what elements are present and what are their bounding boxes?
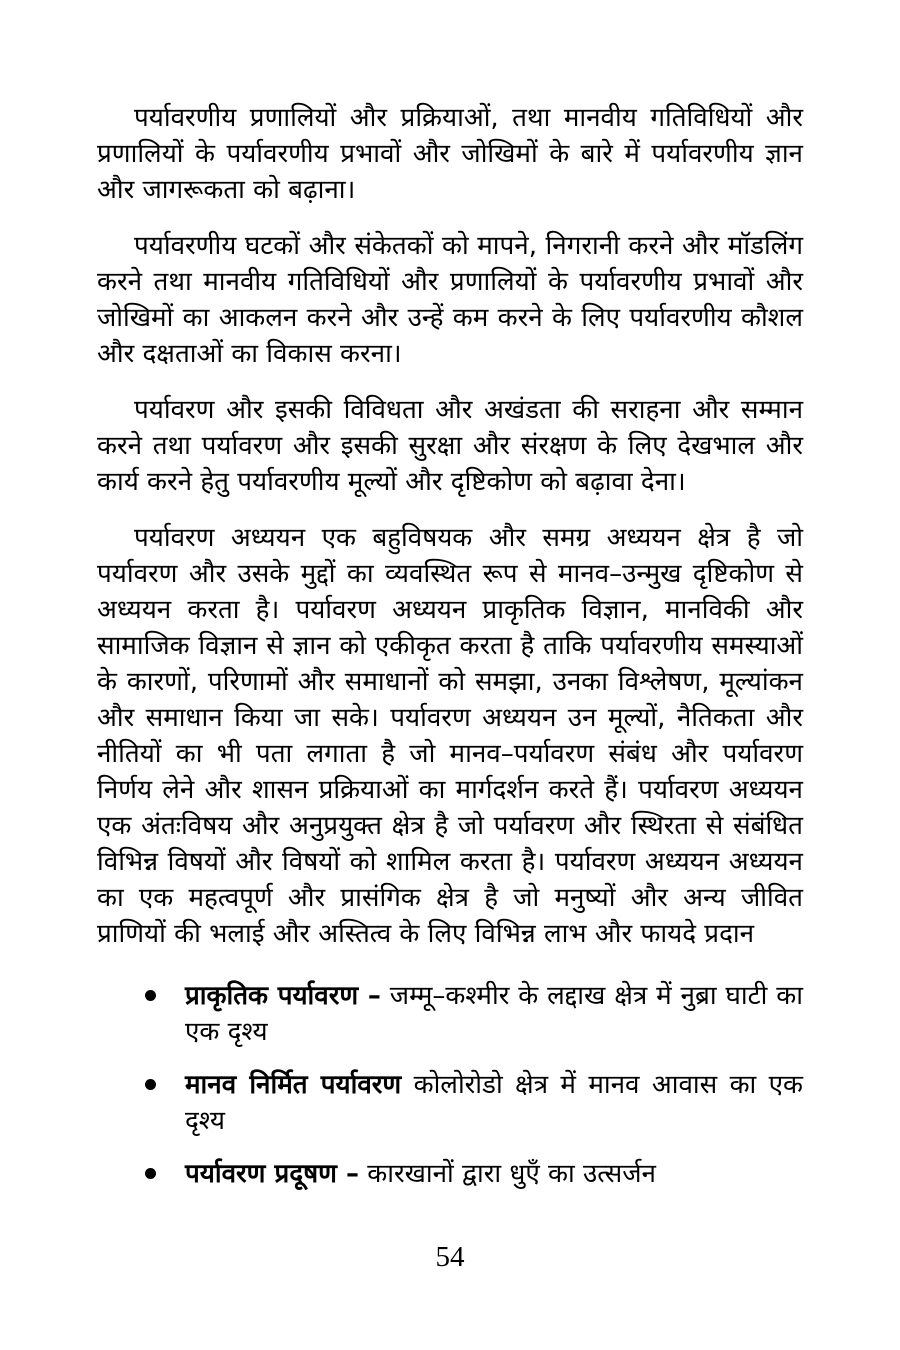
bullet-description: जम्मू–कश्मीर के लद्दाख क्षेत्र में नुब्रा घाटी का एक दृश्य bbox=[185, 981, 804, 1047]
bullet-list bbox=[97, 978, 803, 1192]
bullet-description: कारखानों द्वारा धुएँ का उत्सर्जन bbox=[367, 1159, 656, 1189]
list-item-environment-pollution bbox=[97, 1156, 803, 1192]
page-number: 54 bbox=[435, 1241, 465, 1273]
paragraph-2: पर्यावरणीय घटकों और संकेतकों को मापने, निगरानी करने और मॉडलिंग करने तथा मानवीय गतिविधियों और प्रणालियों के पर्यावरणीय प्रभावों और जोखिमों का आकलन करने और उन्हें कम करने के लिए पर्यावरणीय कौशल और दक्षताओं का विकास करना। bbox=[97, 231, 803, 369]
paragraph-1: पर्यावरणीय प्रणालियों और प्रक्रियाओं, तथा मानवीय गतिविधियों और प्रणालियों के पर्यावरणीय प्रभावों और जोखिमों के बारे में पर्यावरणीय ज्ञान और जागरूकता को बढ़ाना। bbox=[97, 103, 803, 205]
bullet-term: पर्यावरण प्रदूषण – bbox=[185, 1159, 359, 1189]
bullet-term: प्राकृतिक पर्यावरण – bbox=[185, 981, 381, 1011]
text-column bbox=[97, 100, 803, 1209]
bullet-icon bbox=[145, 1079, 156, 1090]
list-item-natural-environment bbox=[97, 978, 803, 1050]
bullet-icon bbox=[145, 1168, 156, 1179]
bullet-icon bbox=[145, 990, 156, 1001]
paragraph-4: पर्यावरण अध्ययन एक बहुविषयक और समग्र अध्ययन क्षेत्र है जो पर्यावरण और उसके मुद्दों का व्यवस्थित रूप से मानव–उन्मुख दृष्टिकोण से अध्ययन करता है। पर्यावरण अध्ययन प्राकृतिक विज्ञान, मानविकी और सामाजिक विज्ञान से ज्ञान को एकीकृत करता है ताकि पर्यावरणीय समस्याओं के कारणों, परिणामों और समाधानों को समझा, उनका विश्लेषण, मूल्यांकन और समाधान किया जा सके। पर्यावरण अध्ययन उन मूल्यों, नैतिकता और नीतियों का भी पता लगाता है जो मानव–पर्यावरण संबंध और पर्यावरण निर्णय लेने और शासन प्रक्रियाओं का मार्गदर्शन करते हैं। पर्यावरण अध्ययन एक अंतःविषय और अनुप्रयुक्त क्षेत्र है जो पर्यावरण और स्थिरता से संबंधित विभिन्न विषयों और विषयों को शामिल करता है। पर्यावरण अध्ययन अध्ययन का एक महत्वपूर्ण और प्रासंगिक क्षेत्र है जो मनुष्यों और अन्य जीवित प्राणियों की भलाई और अस्तित्व के लिए विभिन्न लाभ और फायदे प्रदान bbox=[97, 523, 803, 949]
bullet-term: मानव निर्मित पर्यावरण bbox=[185, 1070, 402, 1100]
bullet-description: कोलोरोडो क्षेत्र में मानव आवास का एक दृश्य bbox=[185, 1070, 804, 1136]
paragraph-3: पर्यावरण और इसकी विविधता और अखंडता की सराहना और सम्मान करने तथा पर्यावरण और इसकी सुरक्षा और संरक्षण के लिए देखभाल और कार्य करने हेतु पर्यावरणीय मूल्यों और दृष्टिकोण को बढ़ावा देना। bbox=[97, 395, 803, 497]
list-item-manmade-environment bbox=[97, 1067, 803, 1139]
